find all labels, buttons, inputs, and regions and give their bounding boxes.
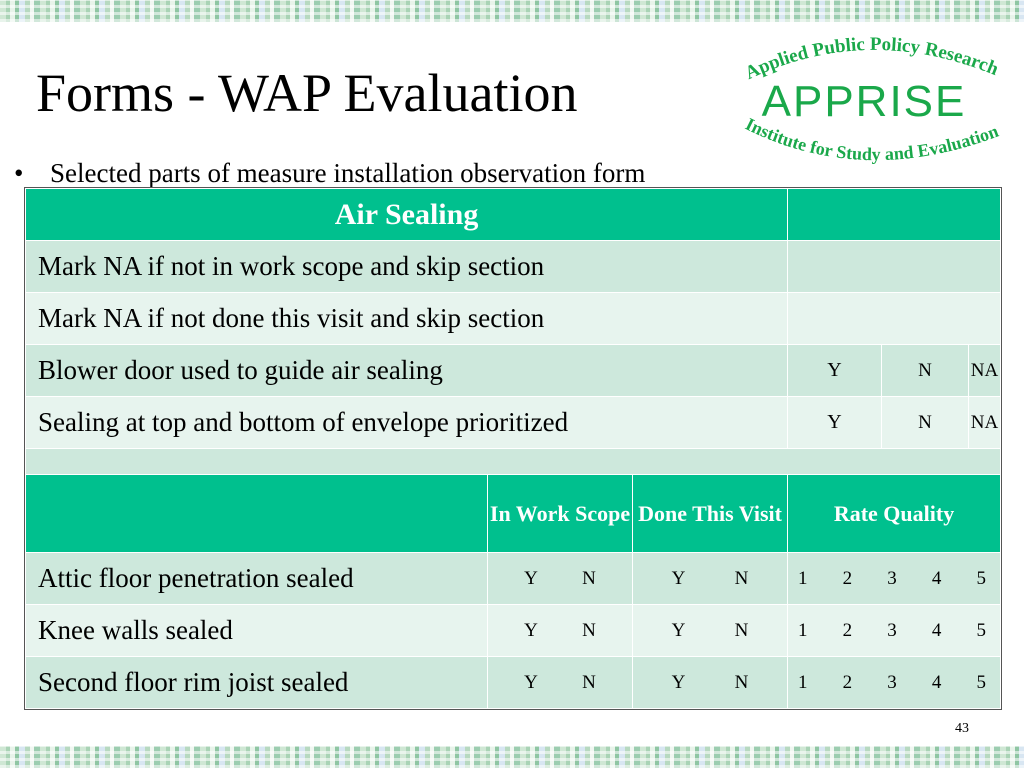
rating-4[interactable]: 4: [931, 671, 942, 693]
logo-main-text: APPRISE: [761, 77, 967, 126]
work-scope-n[interactable]: N: [582, 619, 596, 641]
air-sealing-form-table: [25, 188, 1001, 709]
bullet-text: Selected parts of measure installation observation form: [50, 158, 646, 188]
answer-cell[interactable]: [788, 241, 1001, 293]
spacer-row: [26, 449, 1001, 475]
rating-5[interactable]: 5: [976, 567, 987, 589]
rating-3[interactable]: 3: [887, 619, 897, 641]
option-y[interactable]: Y: [788, 397, 882, 448]
table-row: [26, 657, 1001, 709]
rating-3[interactable]: 3: [887, 567, 897, 589]
row-label-envelope-sealing: Sealing at top and bottom of envelope prioritized: [26, 397, 788, 449]
option-y[interactable]: Y: [788, 345, 882, 396]
done-this-visit-header: Done This Visit: [633, 475, 788, 553]
work-scope-y[interactable]: Y: [524, 567, 538, 589]
row-label-blower-door: Blower door used to guide air sealing: [26, 345, 788, 397]
rating-3[interactable]: 3: [887, 671, 897, 693]
rating-4[interactable]: 4: [931, 619, 942, 641]
bullet-point: [14, 156, 645, 190]
rating-5[interactable]: 5: [976, 619, 987, 641]
bottom-decorative-band: [0, 746, 1024, 768]
rate-quality-header: Rate Quality: [788, 475, 1001, 553]
done-visit-y[interactable]: Y: [671, 567, 686, 589]
done-visit-n[interactable]: N: [734, 567, 749, 589]
work-scope-y[interactable]: Y: [524, 619, 538, 641]
rating-1[interactable]: 1: [798, 671, 808, 693]
done-visit-n[interactable]: N: [734, 671, 749, 693]
table-row: [26, 345, 1001, 397]
logo-bottom-text: Institute for Study and Evaluation: [742, 113, 1002, 165]
table-row: [26, 553, 1001, 605]
work-scope-y[interactable]: Y: [524, 671, 538, 693]
bullet-dot-icon: •: [14, 158, 24, 188]
section-header: Air Sealing: [26, 189, 788, 241]
answer-cell[interactable]: [788, 293, 1001, 345]
table-row: [26, 241, 1001, 293]
apprise-logo: [722, 30, 1012, 182]
measure-label-attic-floor: Attic floor penetration sealed: [26, 553, 488, 605]
logo-top-text: Applied Public Policy Research: [741, 33, 1002, 85]
rating-2[interactable]: 2: [842, 671, 853, 693]
rating-5[interactable]: 5: [976, 671, 987, 693]
table-row: [26, 397, 1001, 449]
table-row: [26, 293, 1001, 345]
option-na[interactable]: NA: [970, 360, 999, 381]
done-visit-y[interactable]: Y: [671, 671, 686, 693]
skip-instruction-visit: Mark NA if not done this visit and skip section: [26, 293, 788, 345]
top-decorative-band: [0, 0, 1024, 22]
rating-1[interactable]: 1: [798, 619, 808, 641]
slide-title: Forms - WAP Evaluation: [36, 63, 578, 123]
work-scope-n[interactable]: N: [582, 567, 596, 589]
skip-instruction-scope: Mark NA if not in work scope and skip section: [26, 241, 788, 293]
measure-label-rim-joist: Second floor rim joist sealed: [26, 657, 488, 709]
page-number: 43: [955, 721, 969, 736]
rating-4[interactable]: 4: [931, 567, 942, 589]
rating-2[interactable]: 2: [842, 567, 853, 589]
work-scope-n[interactable]: N: [582, 671, 596, 693]
measure-column-header: [26, 475, 488, 553]
in-work-scope-header: In Work Scope: [488, 475, 633, 553]
rating-1[interactable]: 1: [798, 567, 808, 589]
option-n[interactable]: N: [882, 345, 969, 396]
done-visit-y[interactable]: Y: [671, 619, 686, 641]
measure-label-knee-walls: Knee walls sealed: [26, 605, 488, 657]
table-row: [26, 605, 1001, 657]
done-visit-n[interactable]: N: [734, 619, 749, 641]
rating-2[interactable]: 2: [842, 619, 853, 641]
section-header-blank: [788, 189, 1001, 241]
option-na[interactable]: NA: [970, 412, 999, 433]
option-n[interactable]: N: [882, 397, 969, 448]
